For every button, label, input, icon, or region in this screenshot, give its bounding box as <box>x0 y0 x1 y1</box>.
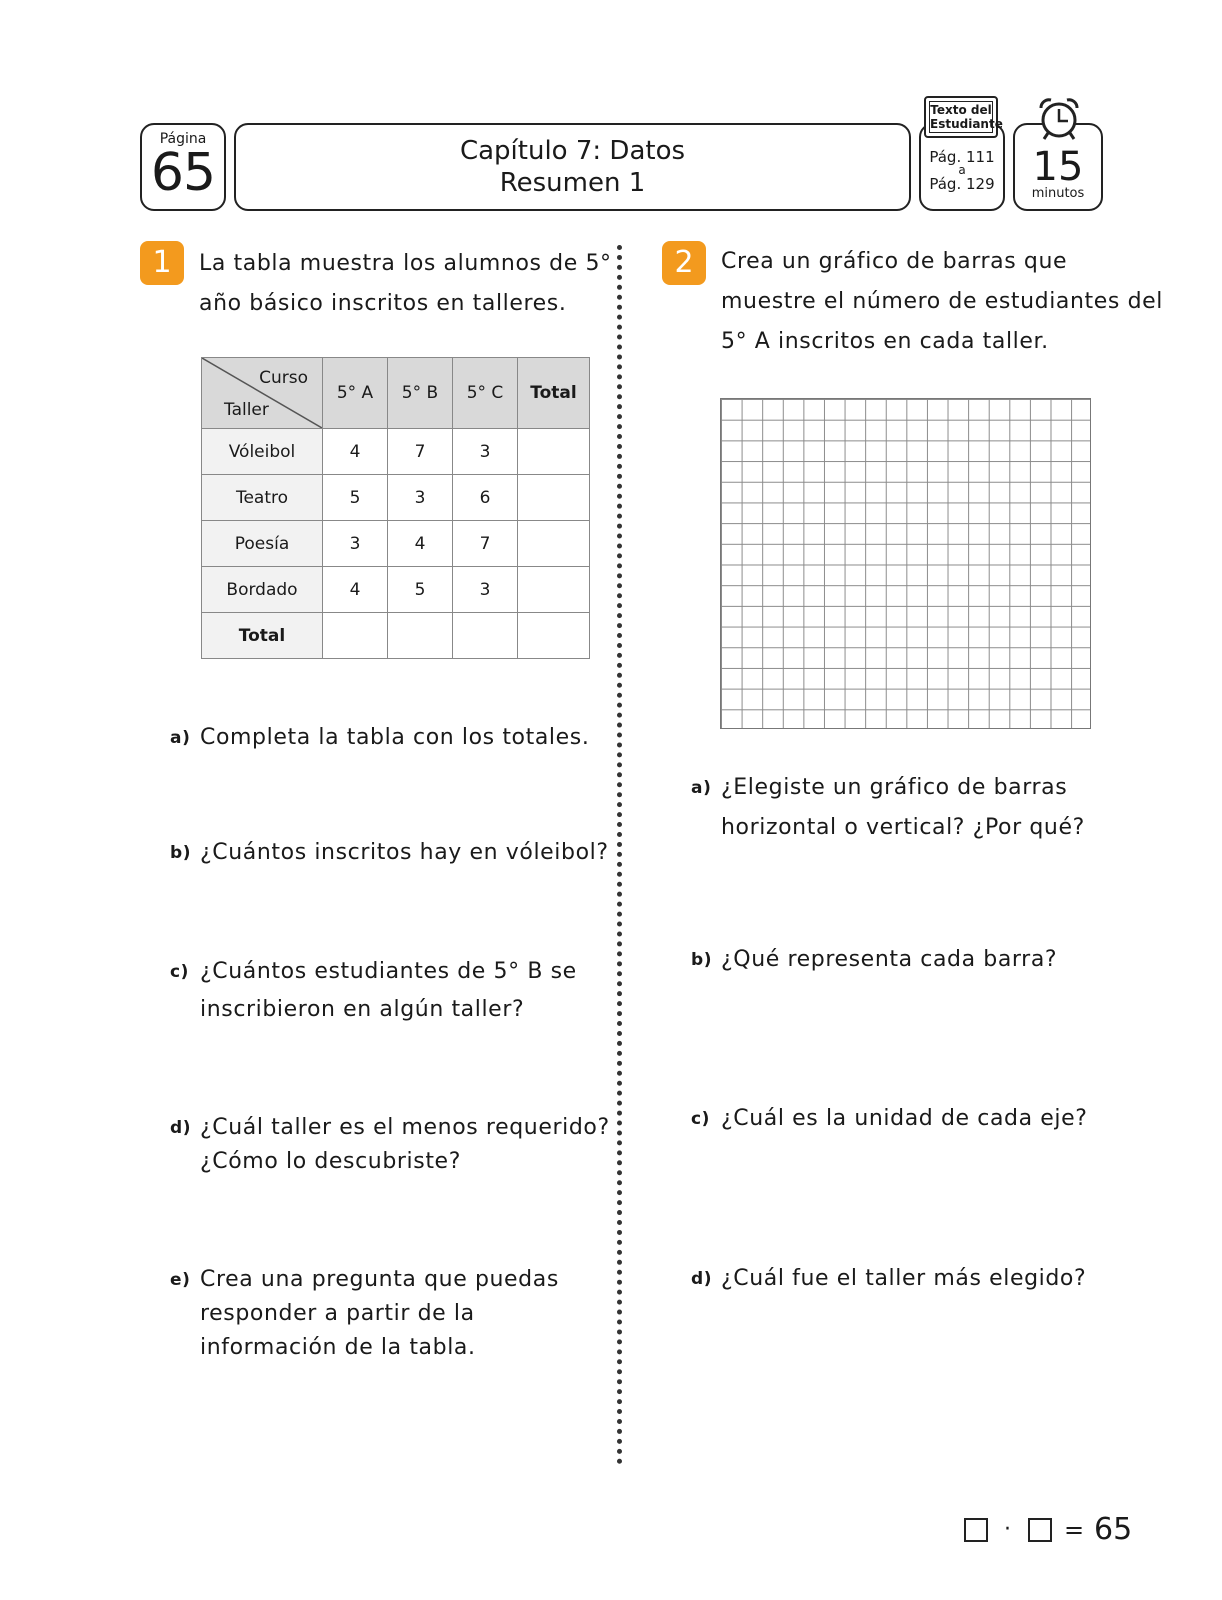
question-text: inscribieron en algún taller? <box>200 997 525 1022</box>
question-letter: d) <box>691 1269 713 1289</box>
section-1-intro-line2: año básico inscritos en talleres. <box>199 291 567 316</box>
question-2b <box>691 943 1058 977</box>
lesson-subtitle: Resumen 1 <box>499 168 646 198</box>
table-row <box>202 521 590 567</box>
book-badge-line1: Texto del <box>930 103 992 117</box>
table-cell: 6 <box>453 475 518 521</box>
corner-label-course: Curso <box>259 368 308 388</box>
table-cell: 3 <box>388 475 453 521</box>
table-cell-blank[interactable] <box>388 613 453 659</box>
minutes-number: 15 <box>1032 144 1084 190</box>
answer-square[interactable] <box>964 1518 988 1542</box>
table-row <box>202 567 590 613</box>
section-2-number: 2 <box>662 241 706 285</box>
minutes-label: minutos <box>1031 186 1085 201</box>
column-header: 5° B <box>388 358 453 429</box>
book-badge-line2: Estudiante <box>930 117 1003 131</box>
question-text: responder a partir de la <box>200 1301 475 1326</box>
question-letter: b) <box>691 950 713 970</box>
question-text: ¿Cuál es la unidad de cada eje? <box>721 1106 1088 1131</box>
question-letter: c) <box>691 1109 711 1129</box>
question-1e <box>170 1263 559 1365</box>
question-text: ¿Qué representa cada barra? <box>721 947 1058 972</box>
table-cell: 4 <box>323 429 388 475</box>
row-label: Total <box>202 613 323 659</box>
question-2c <box>691 1102 1088 1136</box>
column-header: Total <box>518 358 590 429</box>
question-text: ¿Cuál fue el taller más elegido? <box>721 1266 1087 1291</box>
question-text: ¿Cuántos estudiantes de 5° B se <box>200 959 577 984</box>
table-cell: 4 <box>323 567 388 613</box>
question-text: ¿Cuál taller es el menos requerido? <box>200 1115 610 1140</box>
table-cell-blank[interactable] <box>518 521 590 567</box>
page-number-box <box>140 123 226 211</box>
question-letter: c) <box>170 962 190 982</box>
question-letter: d) <box>170 1118 192 1138</box>
section-2-intro-line3: 5° A inscritos en cada taller. <box>721 329 1049 354</box>
question-letter: a) <box>170 728 191 748</box>
table-cell-blank[interactable] <box>323 613 388 659</box>
page-from: Pág. 111 <box>929 148 995 166</box>
page-label: Página <box>159 131 207 147</box>
multiply-dot: · <box>1004 1517 1011 1542</box>
table-cell: 3 <box>323 521 388 567</box>
table-cell: 4 <box>388 521 453 567</box>
footer-result: 65 <box>1094 1512 1133 1547</box>
question-text: Completa la tabla con los totales. <box>200 725 590 750</box>
question-2d <box>691 1262 1087 1296</box>
table-corner-cell <box>202 358 323 429</box>
question-1b <box>170 836 609 870</box>
row-label: Poesía <box>202 521 323 567</box>
question-1c <box>170 953 577 1029</box>
question-1a <box>170 721 590 755</box>
question-text: horizontal o vertical? ¿Por qué? <box>721 815 1085 840</box>
section-2-intro <box>721 242 1163 362</box>
graph-paper-grid[interactable] <box>720 398 1091 729</box>
corner-label-workshop: Taller <box>224 400 269 420</box>
table-cell-blank[interactable] <box>518 613 590 659</box>
question-text: ¿Elegiste un gráfico de barras <box>721 775 1068 800</box>
answer-square[interactable] <box>1028 1518 1052 1542</box>
table-cell: 3 <box>453 429 518 475</box>
row-label: Bordado <box>202 567 323 613</box>
row-label: Teatro <box>202 475 323 521</box>
section-1-number: 1 <box>140 241 184 285</box>
column-header: 5° A <box>323 358 388 429</box>
section-1-intro-line1: La tabla muestra los alumnos de 5° <box>199 251 612 276</box>
column-header: 5° C <box>453 358 518 429</box>
page-to: Pág. 129 <box>929 175 995 193</box>
table-cell-blank[interactable] <box>453 613 518 659</box>
question-1d <box>170 1111 610 1179</box>
table-row <box>202 475 590 521</box>
table-cell: 5 <box>323 475 388 521</box>
question-text: ¿Cuántos inscritos hay en vóleibol? <box>200 840 609 865</box>
question-text: información de la tabla. <box>200 1335 476 1360</box>
page-range-a: a <box>958 163 966 177</box>
row-label: Vóleibol <box>202 429 323 475</box>
section-2-intro-line1: Crea un gráfico de barras que <box>721 249 1068 274</box>
question-text: Crea una pregunta que puedas <box>200 1267 559 1292</box>
alarm-clock-icon <box>1035 96 1083 142</box>
table-cell-blank[interactable] <box>518 475 590 521</box>
workshop-table <box>201 357 590 659</box>
table-cell-blank[interactable] <box>518 567 590 613</box>
table-cell: 3 <box>453 567 518 613</box>
table-row-total <box>202 613 590 659</box>
question-2a <box>691 768 1085 848</box>
section-1-intro <box>199 244 612 324</box>
title-box <box>234 123 911 211</box>
table-cell: 7 <box>453 521 518 567</box>
table-cell-blank[interactable] <box>518 429 590 475</box>
table-cell: 7 <box>388 429 453 475</box>
table-row <box>202 429 590 475</box>
section-2-intro-line2: muestre el número de estudiantes del <box>721 289 1163 314</box>
equals-sign: = <box>1064 1516 1085 1544</box>
column-divider <box>617 245 622 1465</box>
book-icon <box>924 96 1003 138</box>
page-number: 65 <box>150 143 216 203</box>
question-letter: b) <box>170 843 192 863</box>
question-letter: e) <box>170 1270 191 1290</box>
question-text: ¿Cómo lo descubriste? <box>200 1149 461 1174</box>
table-cell: 5 <box>388 567 453 613</box>
question-letter: a) <box>691 778 712 798</box>
chapter-title: Capítulo 7: Datos <box>459 136 686 166</box>
